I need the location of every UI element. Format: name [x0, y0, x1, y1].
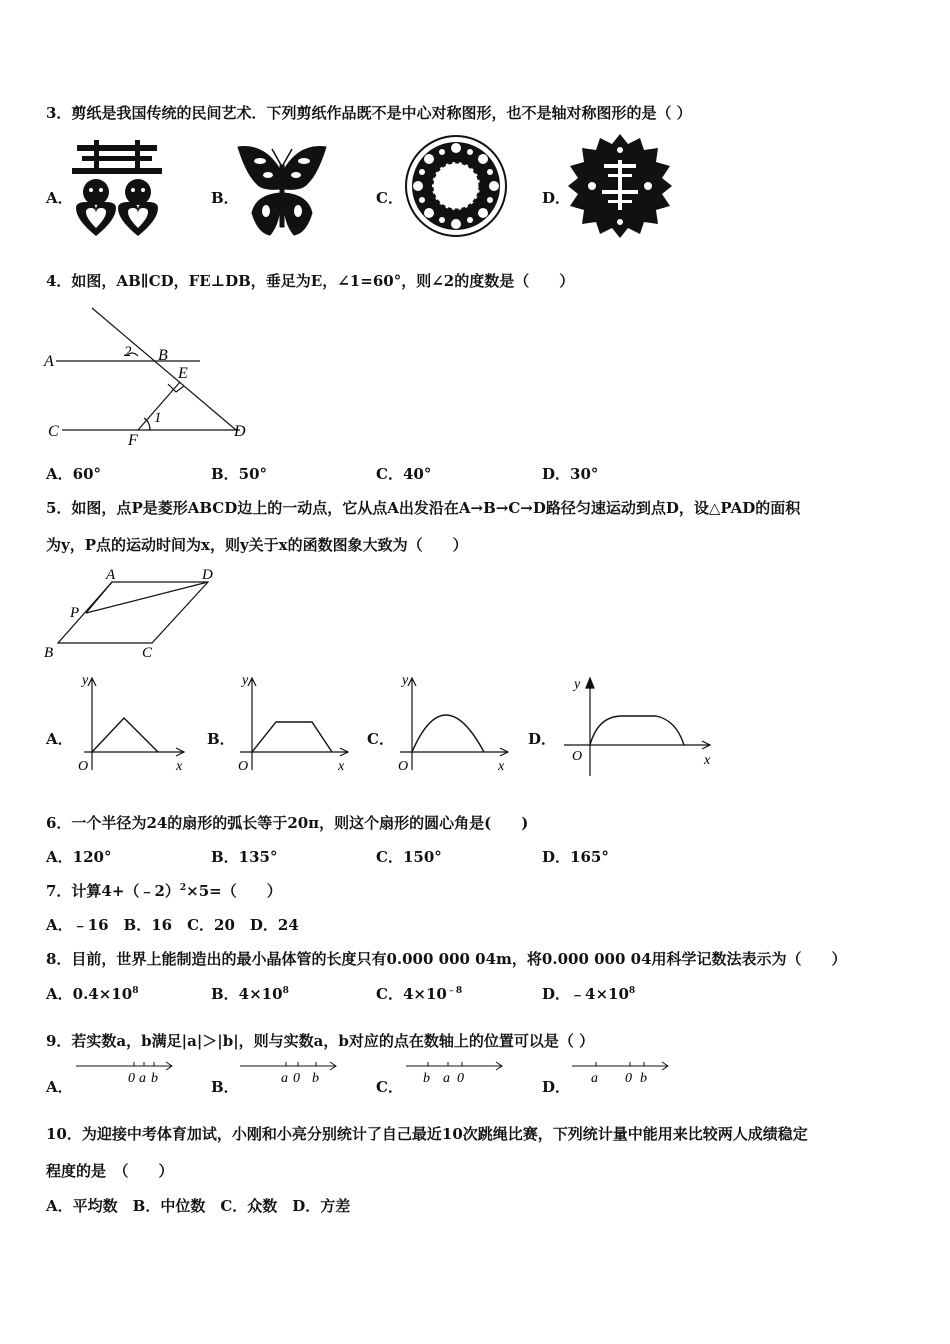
q8-option-c	[376, 983, 462, 1004]
q5-option-c-label: C．	[367, 730, 394, 748]
q5-a-origin-label: O	[78, 759, 89, 774]
butterfly-papercut-image	[236, 143, 328, 239]
q6-option-c: C．150°	[376, 848, 442, 866]
question-6-text: 6．一个半径为24的扇形的弧长等于20π，则这个扇形的圆心角是( )	[46, 814, 529, 832]
q5-label-b: B	[44, 645, 54, 661]
q4-label-a: A	[44, 353, 54, 370]
question-9-text: 9．若实数a，b满足|a|＞|b|，则与实数a，b对应的点在数轴上的位置可以是（ ）	[46, 1032, 595, 1050]
q5-option-b-label: B．	[207, 730, 235, 748]
q5-d-origin-label: O	[572, 749, 583, 764]
q9-a-mark-3: b	[151, 1071, 158, 1086]
q9-c-mark-3: 0	[457, 1071, 464, 1086]
q5-d-x-label: x	[704, 753, 711, 768]
q8-b-exp: 8	[282, 986, 289, 996]
q5-graph-c-arch	[392, 670, 516, 776]
q4-option-c: C．40°	[376, 465, 432, 483]
q5-label-c: C	[142, 645, 153, 661]
q3-option-d-label: D．	[542, 189, 571, 207]
sun-papercut-image	[568, 134, 672, 238]
q9-c-mark-2: a	[443, 1071, 450, 1086]
q5-c-x-label: x	[498, 759, 505, 774]
q5-option-d-label: D．	[528, 730, 557, 748]
q9-b-mark-1: a	[281, 1071, 288, 1086]
q9-numberline-b	[236, 1054, 346, 1086]
q9-b-mark-2: 0	[293, 1071, 300, 1086]
question-10-line2: 程度的是 （ ）	[46, 1162, 174, 1180]
q8-d-base: D．﹣4×10	[542, 985, 629, 1003]
q9-option-c-label: C．	[376, 1078, 403, 1096]
q3-option-b-label: B．	[211, 189, 239, 207]
q5-c-y-label: y	[402, 673, 409, 688]
q4-label-b: B	[158, 347, 168, 364]
q5-label-p: P	[70, 605, 80, 621]
q9-a-mark-1: 0	[128, 1071, 135, 1086]
q8-c-base: C．4×10	[376, 985, 447, 1003]
q9-numberline-a	[72, 1054, 182, 1086]
q9-numberline-d	[568, 1054, 678, 1086]
q5-label-a: A	[106, 567, 116, 583]
q4-label-c: C	[48, 423, 59, 440]
q5-graph-a-triangle	[72, 670, 192, 776]
q8-option-d	[542, 983, 635, 1004]
q4-label-1: 1	[154, 410, 162, 426]
q5-a-y-label: y	[82, 673, 89, 688]
q8-a-exp: 8	[132, 986, 139, 996]
q8-c-exp: ﹣8	[446, 986, 463, 996]
question-4-text: 4．如图，AB∥CD，FE⊥DB，垂足为E，∠1=60°，则∠2的度数是（ ）	[46, 272, 575, 290]
q6-option-a: A．120°	[46, 848, 112, 866]
q5-graph-b-trapezoid	[232, 670, 356, 776]
q5-graph-d-arch-flat	[558, 670, 718, 780]
q10-options: A．平均数 B．中位数 C．众数 D．方差	[46, 1197, 351, 1215]
q5-d-y-label: y	[574, 677, 581, 692]
q5-c-origin-label: O	[398, 759, 409, 774]
q4-label-d: D	[234, 423, 246, 440]
q8-a-base: A．0.4×10	[46, 985, 133, 1003]
q4-option-b: B．50°	[211, 465, 268, 483]
q4-label-2: 2	[124, 344, 132, 360]
question-7-text	[46, 880, 282, 901]
q8-b-base: B．4×10	[211, 985, 283, 1003]
q5-b-y-label: y	[242, 673, 249, 688]
q9-option-d-label: D．	[542, 1078, 571, 1096]
q5-label-d: D	[202, 567, 213, 583]
q8-option-b	[211, 983, 289, 1004]
q7-text-part-b: ×5=（ ）	[186, 882, 282, 900]
q4-option-d: D．30°	[542, 465, 599, 483]
q4-option-a: A．60°	[46, 465, 102, 483]
q6-option-d: D．165°	[542, 848, 609, 866]
q8-option-a	[46, 983, 138, 1004]
q9-d-mark-2: 0	[625, 1071, 632, 1086]
q7-exponent: 2	[179, 883, 187, 893]
q5-b-origin-label: O	[238, 759, 249, 774]
q4-label-e: E	[178, 365, 188, 382]
q5-option-a-label: A．	[46, 730, 73, 748]
question-8-text: 8．目前，世界上能制造出的最小晶体管的长度只有0.000 000 04m，将0.000 000 04用科学记数法表示为（ ）	[46, 950, 847, 968]
q5-a-x-label: x	[176, 759, 183, 774]
q4-parallel-lines-figure	[40, 300, 260, 450]
round-flower-papercut-image	[404, 134, 508, 238]
q9-option-b-label: B．	[211, 1078, 239, 1096]
q9-numberline-c	[402, 1054, 512, 1086]
q9-a-mark-2: a	[139, 1071, 146, 1086]
question-10-line1: 10．为迎接中考体育加试，小刚和小亮分别统计了自己最近10次跳绳比赛，下列统计量中能用来比较两人成绩稳定	[46, 1125, 808, 1143]
q9-b-mark-3: b	[312, 1071, 319, 1086]
q9-d-mark-3: b	[640, 1071, 647, 1086]
q5-b-x-label: x	[338, 759, 345, 774]
q7-text-part-a: 7．计算4+（﹣2）	[46, 882, 180, 900]
q7-options: A．﹣16 B．16 C．20 D．24	[46, 916, 299, 934]
question-3-text: 3．剪纸是我国传统的民间艺术．下列剪纸作品既不是中心对称图形，也不是轴对称图形的是（ ）	[46, 104, 692, 122]
q6-option-b: B．135°	[211, 848, 278, 866]
q9-c-mark-1: b	[423, 1071, 430, 1086]
q5-rhombus-figure	[40, 565, 230, 661]
q3-option-c-label: C．	[376, 189, 403, 207]
q9-option-a-label: A．	[46, 1078, 73, 1096]
q4-label-f: F	[128, 432, 138, 449]
question-5-line2: 为y，P点的运动时间为x，则y关于x的函数图象大致为（ ）	[46, 536, 468, 554]
q3-option-a-label: A．	[46, 189, 73, 207]
question-5-line1: 5．如图，点P是菱形ABCD边上的一动点，它从点A出发沿在A→B→C→D路径匀速运动到点D，设△PAD的面积	[46, 499, 801, 517]
q8-d-exp: 8	[628, 986, 636, 996]
double-happiness-papercut-image	[72, 140, 162, 238]
q9-d-mark-1: a	[591, 1071, 598, 1086]
